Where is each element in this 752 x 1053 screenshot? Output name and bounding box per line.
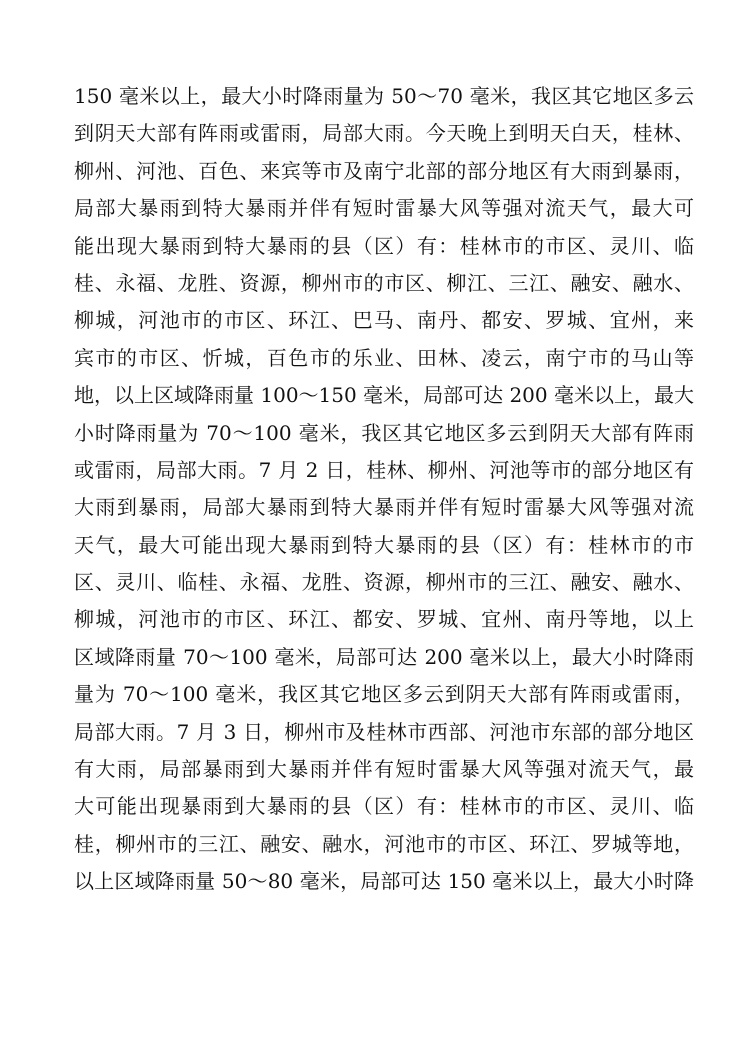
text-line: 量为 70～100 毫米，我区其它地区多云到阴天大部有阵雨或雷雨，: [74, 682, 694, 707]
text-line: 桂、永福、龙胜、资源，柳州市的市区、柳江、三江、融安、融水、: [74, 270, 694, 295]
text-line: 柳州、河池、百色、来宾等市及南宁北部的部分地区有大雨到暴雨，: [74, 158, 694, 183]
text-line: 有大雨，局部暴雨到大暴雨并伴有短时雷暴大风等强对流天气，最: [74, 757, 694, 782]
text-line: 能出现大暴雨到特大暴雨的县（区）有：桂林市的市区、灵川、临: [74, 233, 694, 258]
text-line: 或雷雨，局部大雨。7 月 2 日，桂林、柳州、河池等市的部分地区有: [74, 457, 694, 482]
text-line: 宾市的市区、忻城，百色市的乐业、田林、凌云，南宁市的马山等: [74, 345, 694, 370]
text-line: 小时降雨量为 70～100 毫米，我区其它地区多云到阴天大部有阵雨: [74, 420, 694, 445]
text-line: 地，以上区域降雨量 100～150 毫米，局部可达 200 毫米以上，最大: [74, 383, 694, 408]
text-line: 区域降雨量 70～100 毫米，局部可达 200 毫米以上，最大小时降雨: [74, 644, 694, 669]
text-line: 150 毫米以上，最大小时降雨量为 50～70 毫米，我区其它地区多云: [74, 84, 694, 108]
text-line: 桂，柳州市的三江、融安、融水，河池市的市区、环江、罗城等地，: [74, 831, 694, 856]
document-text: [74, 78, 694, 901]
text-line: 柳城，河池市的市区、环江、都安、罗城、宜州、南丹等地，以上: [74, 607, 694, 632]
text-line: 局部大雨。7 月 3 日，柳州市及桂林市西部、河池市东部的部分地区: [74, 719, 694, 744]
text-line: 天气，最大可能出现大暴雨到特大暴雨的县（区）有：桂林市的市: [74, 532, 694, 557]
text-line: 区、灵川、临桂、永福、龙胜、资源，柳州市的三江、融安、融水、: [74, 570, 694, 595]
text-line: 大雨到暴雨，局部大暴雨到特大暴雨并伴有短时雷暴大风等强对流: [74, 495, 694, 520]
text-line: 大可能出现暴雨到大暴雨的县（区）有：桂林市的市区、灵川、临: [74, 794, 694, 819]
text-line: 到阴天大部有阵雨或雷雨，局部大雨。今天晚上到明天白天，桂林、: [74, 121, 694, 146]
text-line: 柳城，河池市的市区、环江、巴马、南丹、都安、罗城、宜州，来: [74, 308, 694, 333]
text-line: 局部大暴雨到特大暴雨并伴有短时雷暴大风等强对流天气，最大可: [74, 196, 694, 221]
text-line: 以上区域降雨量 50～80 毫米，局部可达 150 毫米以上，最大小时降: [74, 869, 694, 894]
